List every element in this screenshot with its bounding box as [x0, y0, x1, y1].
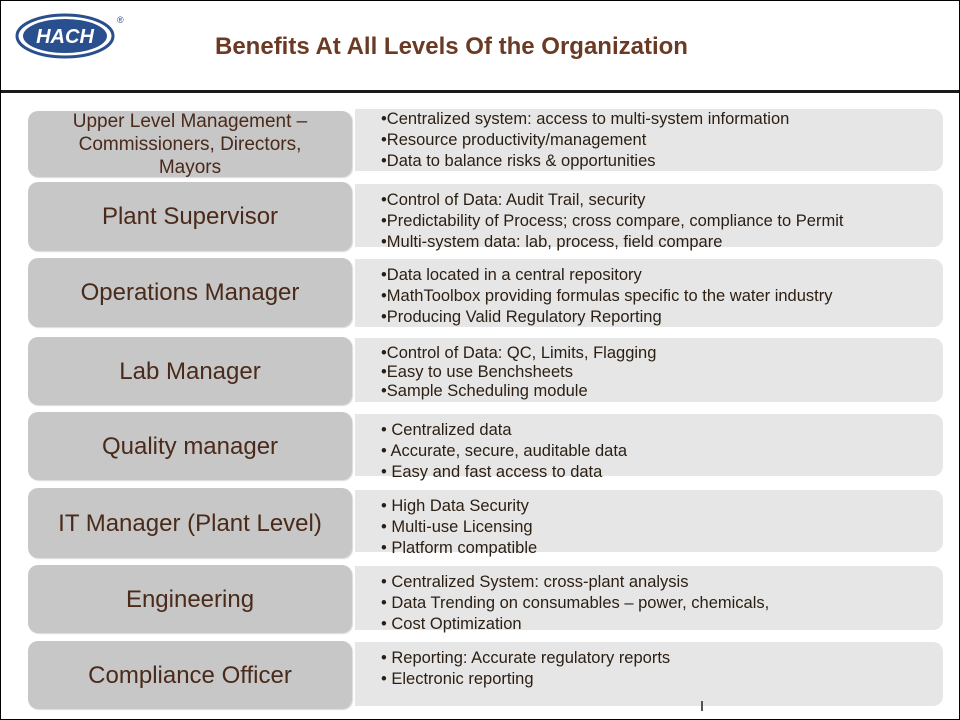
role-label: Compliance Officer [28, 641, 352, 709]
benefit-item: • Electronic reporting [381, 670, 534, 688]
benefit-item: • High Data Security [381, 497, 529, 515]
benefit-item: •Easy to use Benchsheets [381, 363, 573, 381]
benefit-item: •Data to balance risks & opportunities [381, 152, 656, 170]
benefit-item: • Data Trending on consumables – power, chemicals, [381, 594, 770, 612]
benefit-item: • Accurate, secure, auditable data [381, 442, 628, 460]
benefit-item: • Easy and fast access to data [381, 463, 603, 481]
benefit-item: • Cost Optimization [381, 615, 522, 633]
role-label: Plant Supervisor [28, 182, 352, 251]
benefit-item: •Control of Data: Audit Trail, security [381, 191, 646, 209]
benefits-table [1, 1, 959, 719]
registered-mark: ® [117, 15, 124, 25]
benefit-item: •Predictability of Process; cross compare, compliance to Permit [381, 212, 844, 230]
benefit-item: •Sample Scheduling module [381, 382, 588, 400]
benefit-item: • Platform compatible [381, 539, 538, 557]
benefit-item: • Centralized System: cross-plant analysis [381, 573, 689, 591]
benefit-item: •Multi-system data: lab, process, field compare [381, 233, 723, 251]
benefit-item: •Centralized system: access to multi-system information [381, 110, 790, 128]
benefit-item: • Multi-use Licensing [381, 518, 533, 536]
benefits-box [355, 109, 943, 171]
page-title: Benefits At All Levels Of the Organization [215, 33, 688, 60]
benefits-box [355, 414, 943, 481]
benefit-item: •Producing Valid Regulatory Reporting [381, 308, 662, 326]
role-label: Operations Manager [28, 258, 352, 327]
benefits-box [355, 338, 943, 402]
benefit-item: •Resource productivity/management [381, 131, 647, 149]
benefits-box [355, 184, 943, 251]
benefits-box [355, 566, 943, 633]
role-label: Quality manager [28, 412, 352, 480]
benefits-box [355, 259, 943, 327]
benefit-item: • Centralized data [381, 421, 512, 439]
footer-mark [701, 701, 703, 711]
role-label: Upper Level Management – Commissioners, Directors, Mayors [28, 111, 352, 177]
logo-text: HACH [36, 26, 94, 48]
benefit-item: •MathToolbox providing formulas specific to the water industry [381, 287, 833, 305]
benefit-item: • Reporting: Accurate regulatory reports [381, 649, 671, 667]
role-label: Lab Manager [28, 337, 352, 405]
benefit-item: •Control of Data: QC, Limits, Flagging [381, 344, 657, 362]
benefits-box [355, 642, 943, 706]
role-label: IT Manager (Plant Level) [28, 488, 352, 558]
benefit-item: •Data located in a central repository [381, 266, 642, 284]
benefits-box [355, 490, 943, 557]
role-label: Engineering [28, 565, 352, 633]
